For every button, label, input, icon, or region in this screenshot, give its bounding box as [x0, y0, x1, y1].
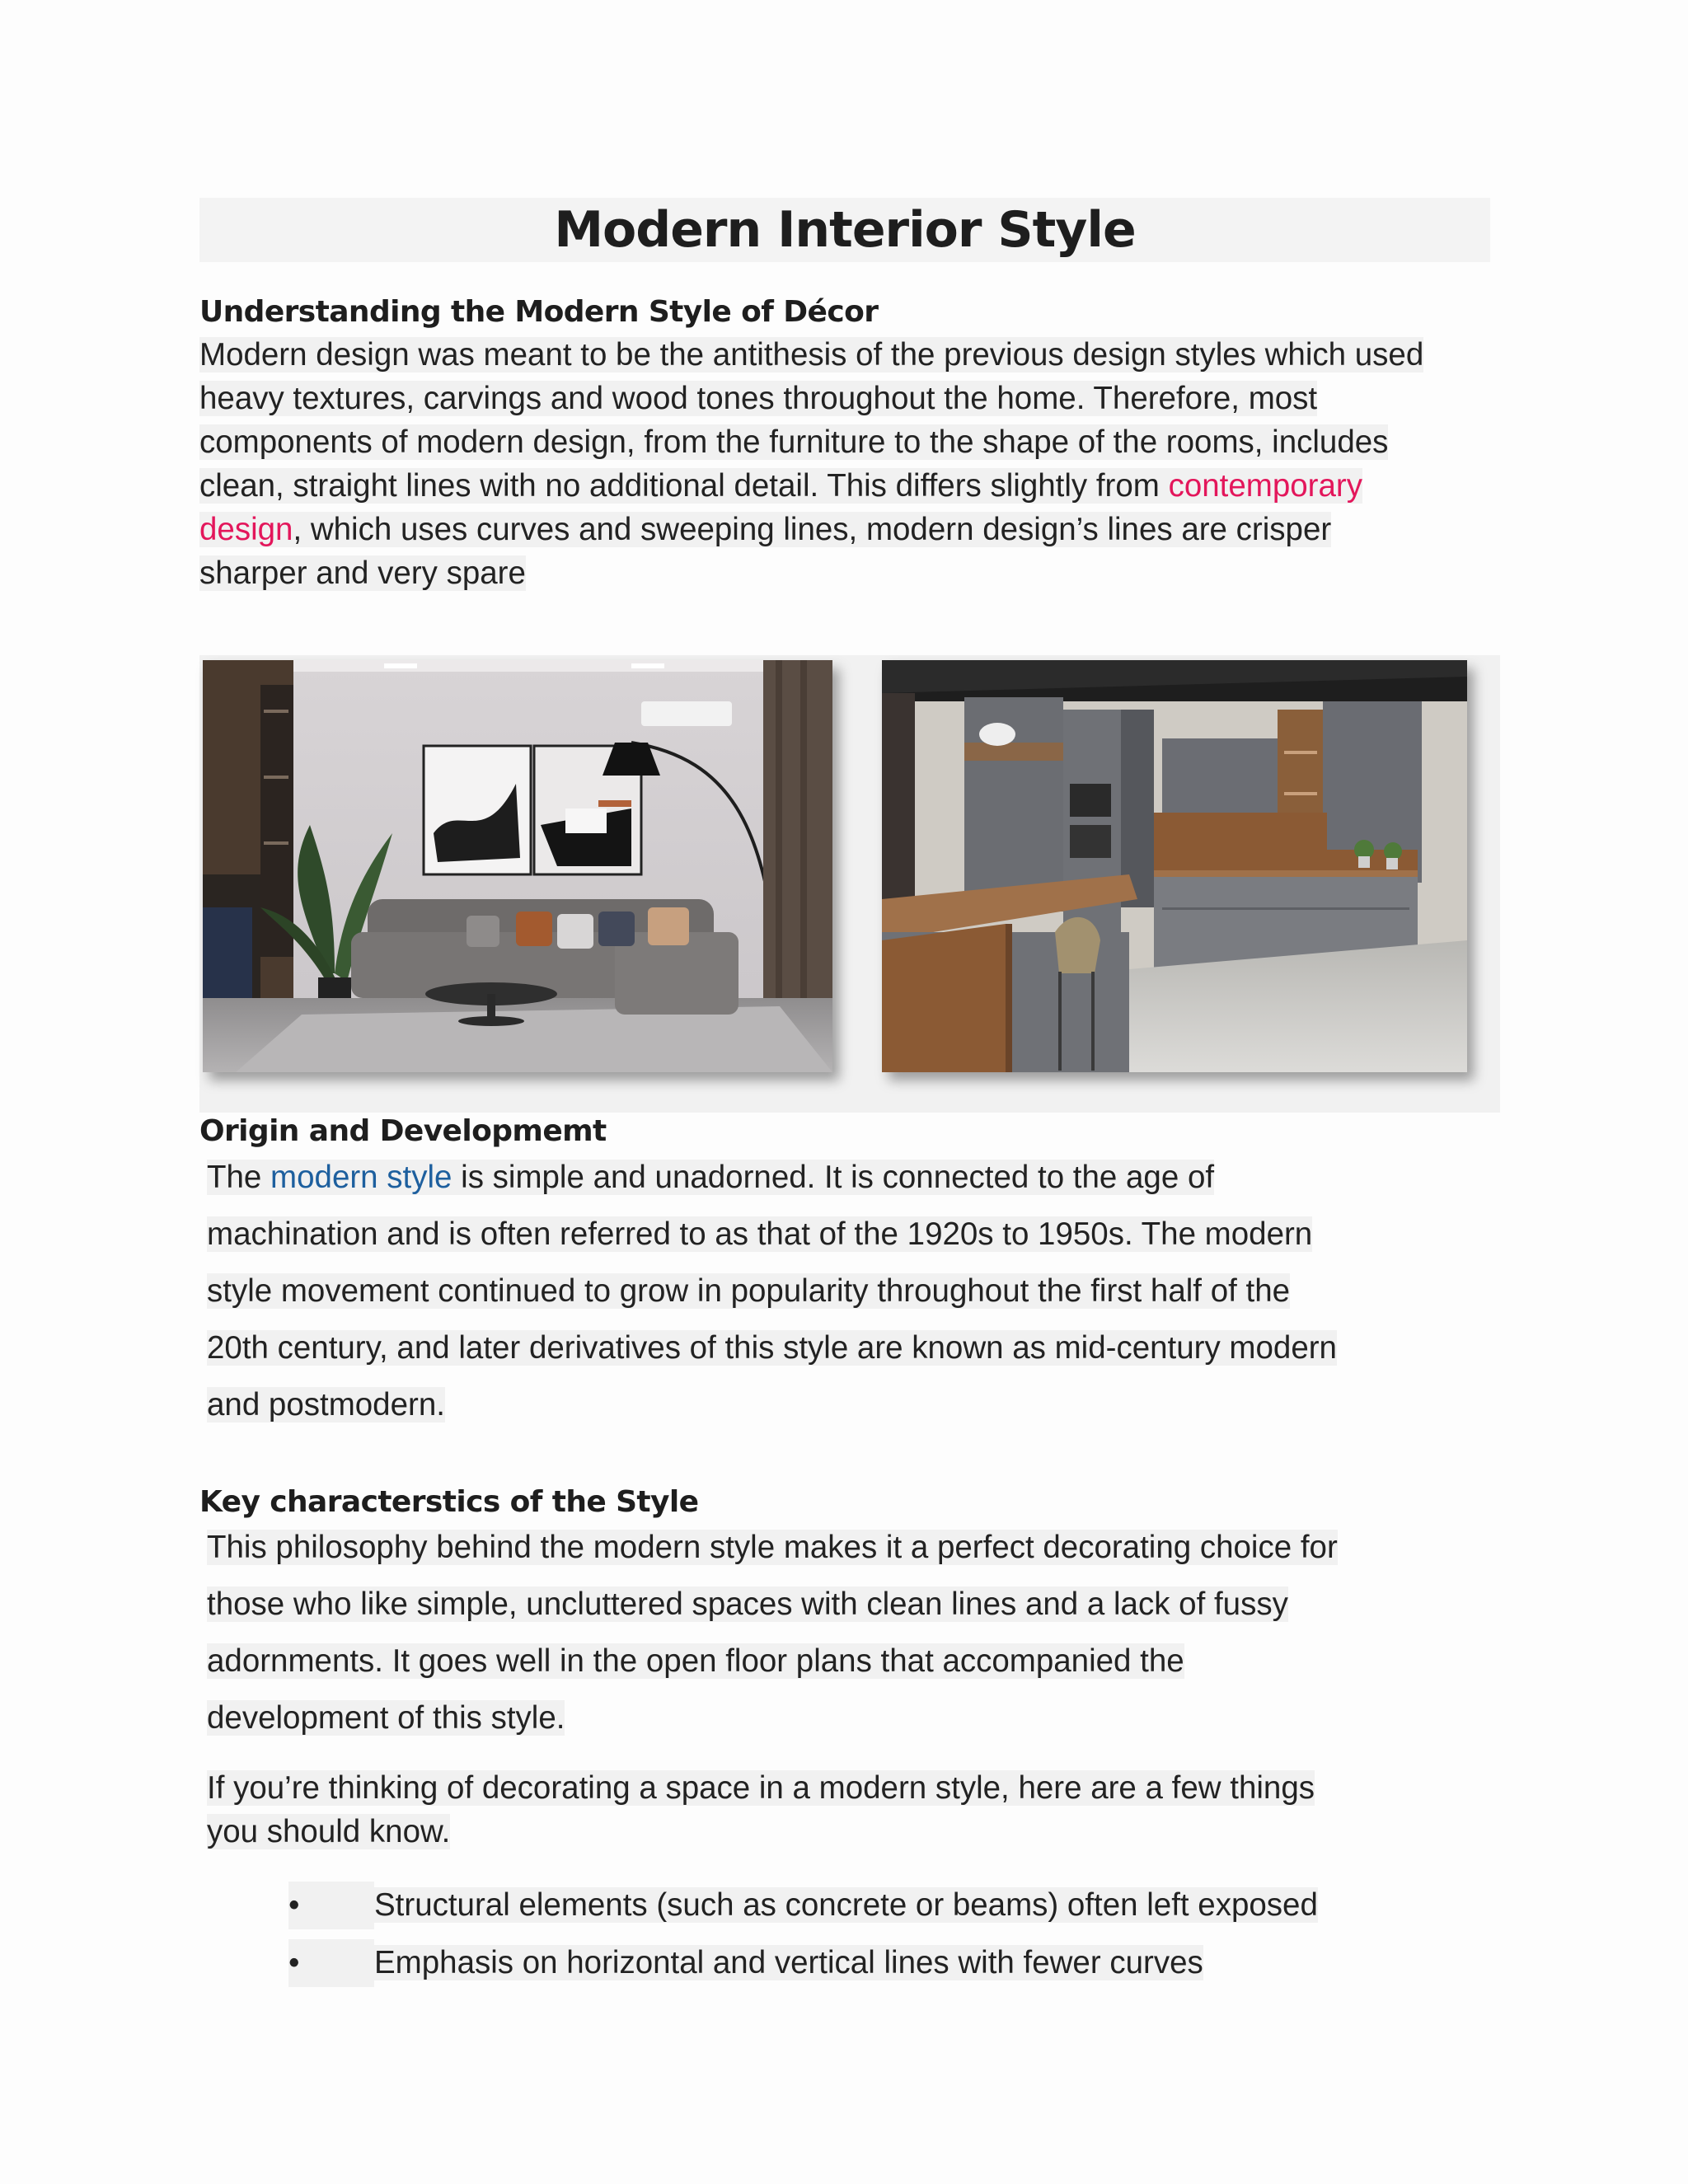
characteristics-list	[288, 1882, 1525, 1997]
text-line: those who like simple, uncluttered spaces with clean lines and a lack of fussy	[207, 1586, 1288, 1622]
modern-style-link[interactable]: modern style	[270, 1160, 452, 1195]
bullet-icon: •	[288, 1939, 374, 1987]
text-line: development of this style.	[207, 1700, 565, 1736]
text-line: adornments. It goes well in the open floor plans that accompanied the	[207, 1643, 1184, 1679]
contemporary-design-link[interactable]: contemporary	[1168, 468, 1362, 504]
characteristics-paragraph	[207, 1519, 1526, 1746]
list-item	[288, 1939, 1525, 1997]
living-room-photo	[203, 660, 832, 1072]
text-line: The	[207, 1160, 271, 1195]
text-line: and postmodern.	[207, 1387, 445, 1422]
text-line: is simple and unadorned. It is connected to the age of	[452, 1160, 1215, 1195]
text-line: you should know.	[207, 1814, 451, 1849]
page-title: Modern Interior Style	[554, 201, 1136, 259]
section-heading-understanding: Understanding the Modern Style of Décor	[199, 295, 879, 329]
text-line: , which uses curves and sweeping lines, modern design’s lines are crisper	[293, 512, 1332, 547]
text-line: clean, straight lines with no additional detail. This differs slightly from	[199, 468, 1169, 504]
section-heading-characteristics: Key characterstics of the Style	[199, 1485, 699, 1519]
list-item-text: Emphasis on horizontal and vertical lines with fewer curves	[374, 1945, 1203, 1980]
text-line: heavy textures, carvings and wood tones throughout the home. Therefore, most	[199, 381, 1318, 416]
text-line: machination and is often referred to as that of the 1920s to 1950s. The modern	[207, 1216, 1313, 1252]
text-line: This philosophy behind the modern style makes it a perfect decorating choice for	[207, 1530, 1338, 1565]
list-item-text: Structural elements (such as concrete or beams) often left exposed	[374, 1887, 1318, 1923]
text-line: style movement continued to grow in popularity throughout the first half of the	[207, 1273, 1291, 1309]
text-line: sharper and very spare	[199, 555, 526, 591]
title-band	[199, 198, 1490, 262]
text-line: Modern design was meant to be the antithesis of the previous design styles which used	[199, 337, 1424, 373]
text-line: If you’re thinking of decorating a space in a modern style, here are a few things	[207, 1770, 1315, 1806]
list-item	[288, 1882, 1525, 1939]
contemporary-design-link-cont[interactable]: design	[199, 512, 293, 547]
kitchen-photo	[882, 660, 1467, 1072]
text-line: 20th century, and later derivatives of this style are known as mid-century modern	[207, 1330, 1337, 1366]
bullet-icon: •	[288, 1882, 374, 1929]
text-line: components of modern design, from the furniture to the shape of the rooms, includes	[199, 424, 1389, 460]
intro-paragraph	[199, 333, 1518, 595]
image-row	[199, 655, 1500, 1113]
intro-list-paragraph	[207, 1766, 1526, 1854]
section-heading-origin: Origin and Developmemt	[199, 1114, 607, 1148]
origin-paragraph	[207, 1149, 1526, 1433]
